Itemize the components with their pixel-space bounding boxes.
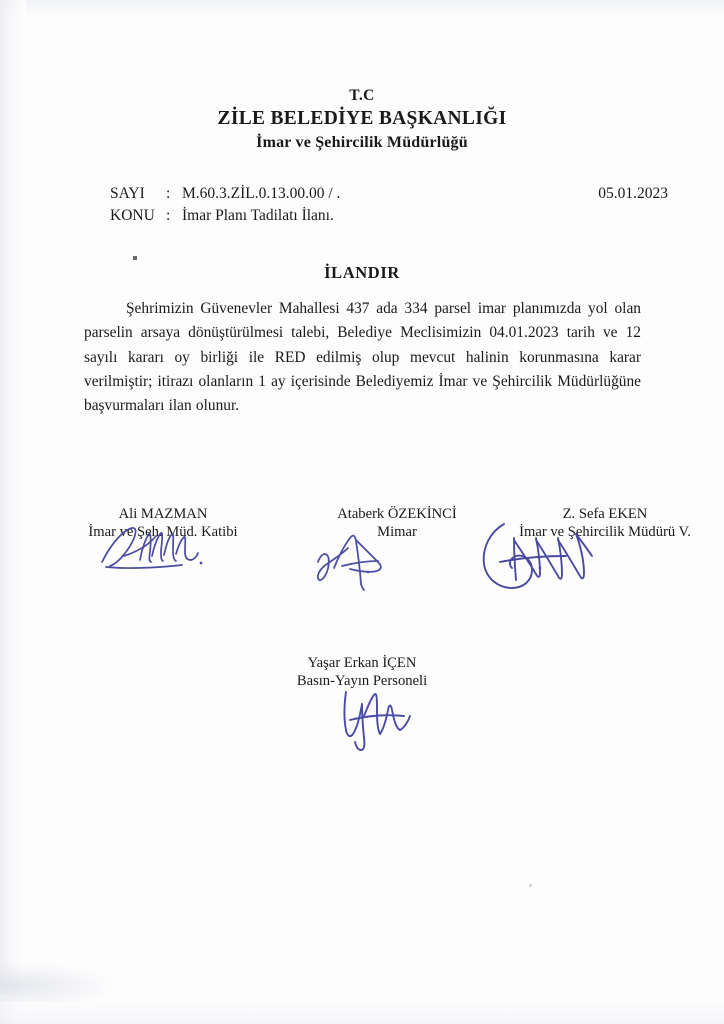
document-date: 05.01.2023 <box>598 185 668 202</box>
letterhead-republic: T.C <box>349 87 375 104</box>
meta-row-sayi <box>110 183 670 205</box>
konu-value: İmar Planı Tadilatı İlanı. <box>182 207 334 224</box>
konu-label: KONU <box>110 207 155 224</box>
signatory-name: Ataberk ÖZEKİNCİ <box>337 506 457 522</box>
signature-block-mimar <box>302 505 492 541</box>
signatory-name: Yaşar Erkan İÇEN <box>307 655 417 671</box>
konu-colon: : <box>166 207 171 224</box>
scan-shadow-corner <box>0 962 120 1002</box>
signatory-title: Basın-Yayın Personeli <box>296 673 428 690</box>
page-title: İLANDIR <box>324 263 400 282</box>
scan-shadow-bottom <box>0 994 724 1024</box>
signature-block-mudur <box>500 505 710 541</box>
signatory-title: İmar ve Şeh. Müd. Katibi <box>88 524 238 541</box>
meta-row-konu <box>110 205 670 227</box>
announcement-body: Şehrimizin Güvenevler Mahallesi 437 ada 334 parsel imar planımızda yol olan parselin arsaya dönüştürülmesi talebi, Belediye Meclisimizin 04.01.2023 tarih ve 12 sayılı kararı oy birliği ile RED edilmiş olup mevcut halinin korunmasına karar verilmiştir; itirazı olanların 1 ay içerisinde Belediyemiz İmar ve Şehircilik Müdürlüğüne başvurmaları ilan olunur. <box>84 300 641 415</box>
letterhead-municipality: ZİLE BELEDİYE BAŞKANLIĞI <box>217 107 507 129</box>
scan-artifact-speck <box>133 256 137 260</box>
signature-block-katip <box>32 505 294 541</box>
letterhead <box>0 86 724 153</box>
document-meta <box>110 183 670 227</box>
signature-row <box>0 505 724 541</box>
signatory-title: Mimar <box>377 524 417 541</box>
sayi-label: SAYI <box>110 185 145 202</box>
signatory-name: Z. Sefa EKEN <box>562 506 648 522</box>
scan-shadow-top <box>0 0 724 18</box>
letterhead-directorate: İmar ve Şehircilik Müdürlüğü <box>256 133 468 151</box>
handwritten-signature-basin-yayin <box>330 686 426 752</box>
scan-artifact-dot <box>529 884 532 887</box>
sayi-colon: : <box>166 185 171 202</box>
signatory-title: İmar ve Şehircilik Müdürü V. <box>519 524 691 541</box>
signature-block-basin-yayin <box>0 654 724 690</box>
signatory-name: Ali MAZMAN <box>118 506 208 522</box>
sayi-value: M.60.3.ZİL.0.13.00.00 / . <box>182 185 341 202</box>
